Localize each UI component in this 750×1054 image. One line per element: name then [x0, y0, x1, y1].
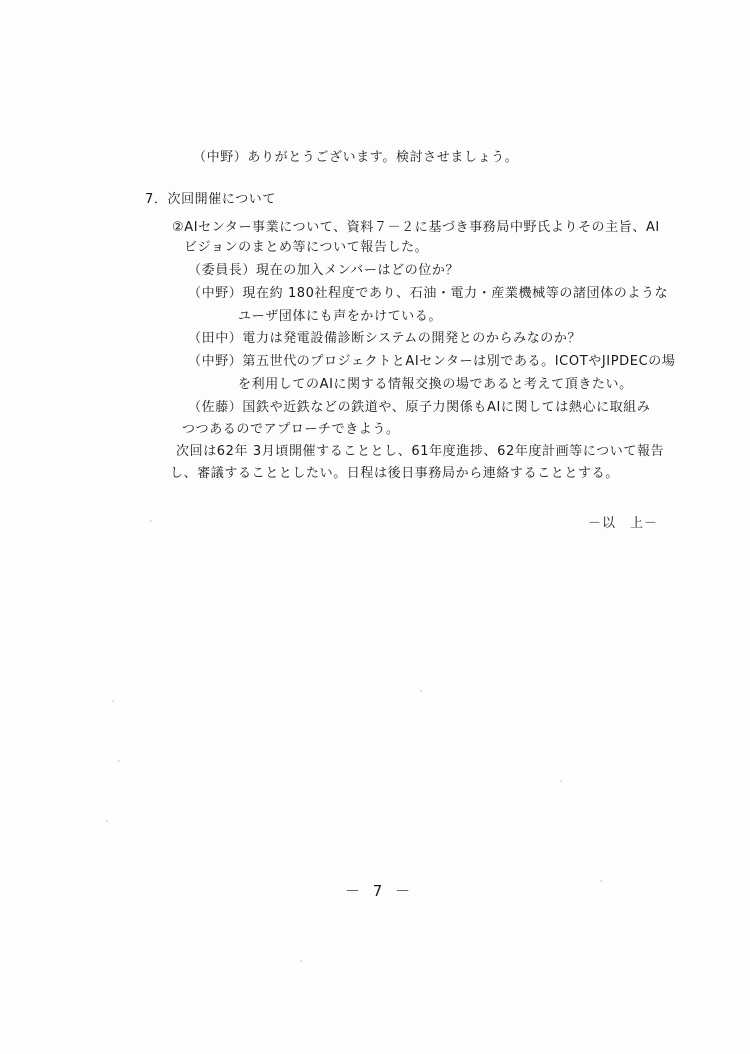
speaker-label: （中野）: [188, 354, 243, 369]
scan-speck: [300, 960, 302, 962]
scan-speck: [118, 760, 120, 762]
dialogue-line: [188, 331, 581, 347]
speaker-label: （中野）: [188, 286, 243, 301]
statement-text: 電力は発電設備診断システムの開発とのからみなのか？: [242, 331, 582, 346]
dialogue-continuation: つつあるのでアプローチできよう。: [182, 422, 400, 437]
scan-speck: [106, 820, 108, 822]
section-heading: 7．次回開催について: [145, 192, 277, 207]
statement-text: ありがとうございます。検討させましょう。: [247, 150, 519, 165]
item-intro-line-2: ビジョンのまとめ等について報告した。: [184, 240, 429, 255]
speaker-label: （佐藤）: [188, 400, 243, 415]
scan-speck: [560, 780, 562, 782]
scan-speck: [112, 700, 114, 702]
closing-mark: －以 上－: [588, 516, 659, 531]
intro-line: [193, 150, 518, 166]
statement-text: 国鉄や近鉄などの鉄道や、原子力関係もAIに関しては熱心に取組み: [242, 400, 651, 415]
dialogue-continuation: ユーザ団体にも声をかけている。: [238, 309, 443, 324]
next-meeting-line-2: し、審議することとしたい。日程は後日事務局から連絡することとする。: [170, 466, 619, 481]
speaker-label: （田中）: [188, 331, 243, 346]
page-number: － 7 －: [345, 882, 415, 900]
scan-speck: [150, 520, 152, 522]
speaker-label: （委員長）: [188, 263, 257, 278]
scan-speck: [600, 880, 602, 882]
statement-text: 現在約 180社程度であり、石油・電力・産業機械等の諸団体のような: [242, 286, 669, 301]
next-meeting-line-1: 次回は62年 3月頃開催することとし、61年度進捗、62年度計画等について報告: [176, 444, 665, 459]
dialogue-line: [188, 354, 675, 370]
statement-text: 第五世代のプロジェクトとAIセンターは別である。ICOTやJIPDECの場: [242, 354, 676, 369]
scan-speck: [420, 690, 422, 692]
dialogue-line: [188, 286, 668, 302]
dialogue-continuation: を利用してのAIに関する情報交換の場であると考えて頂きたい。: [238, 377, 633, 392]
item-intro-line-1: ②AIセンター事業について、資料７－２に基づき事務局中野氏よりその主旨、AI: [172, 220, 660, 235]
dialogue-line: [188, 263, 459, 279]
speaker-label: （中野）: [193, 150, 248, 165]
dialogue-line: [188, 400, 650, 416]
statement-text: 現在の加入メンバーはどの位か？: [256, 263, 460, 278]
